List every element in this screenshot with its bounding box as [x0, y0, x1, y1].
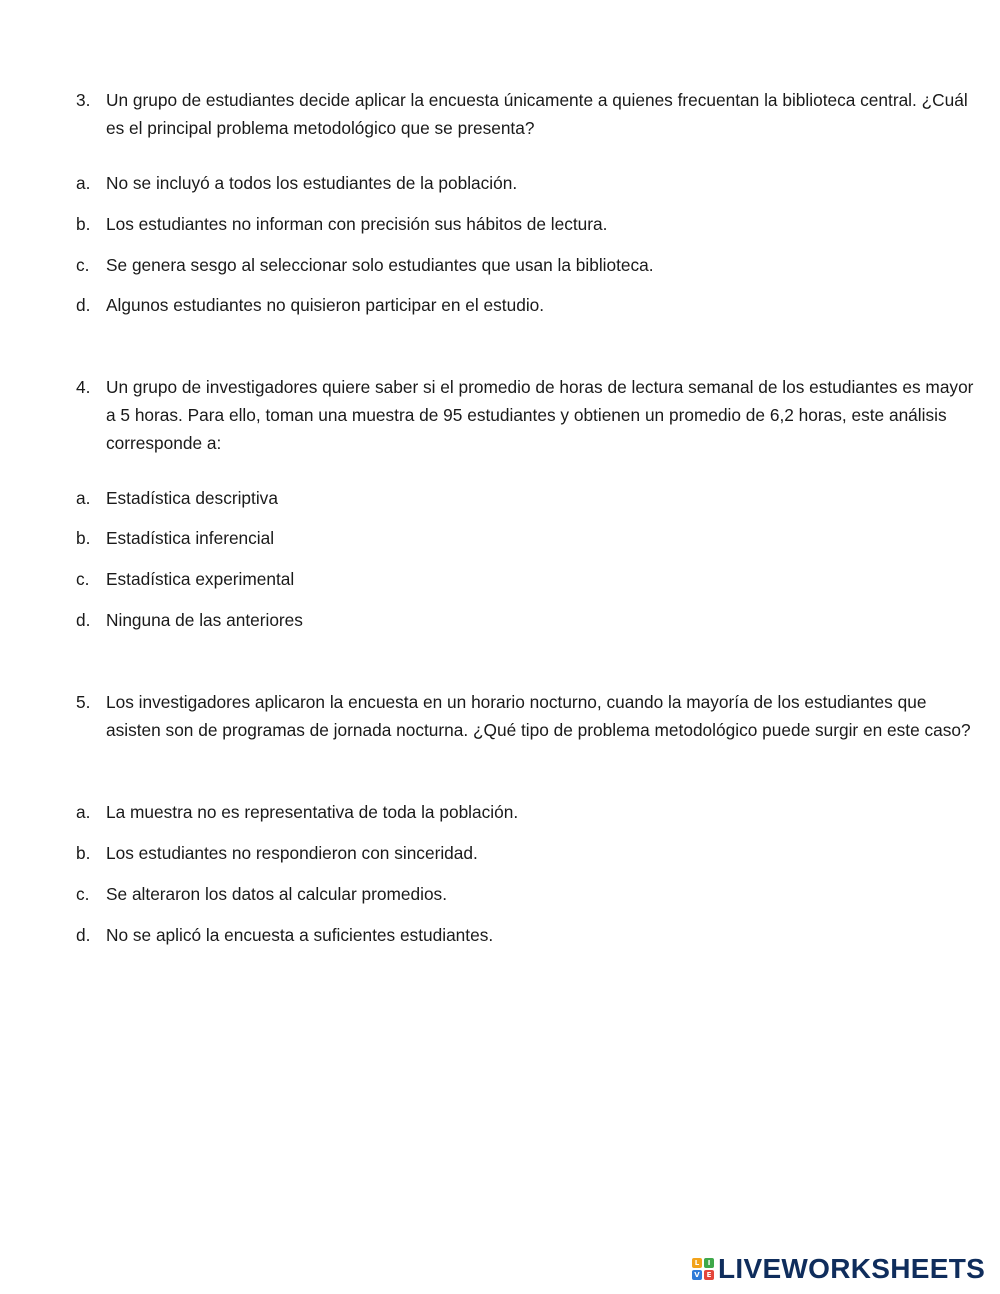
question-text: Un grupo de investigadores quiere saber si el promedio de horas de lectura semanal de los estudiantes es mayor a 5 horas. Para ello, toman una muestra de 95 estudiantes y obtienen un promedio de 6,2 horas, este análisis corresponde a: — [106, 377, 974, 453]
logo-mark-tile: L — [692, 1258, 702, 1268]
option-letter: b. — [76, 843, 91, 863]
question-text: Un grupo de estudiantes decide aplicar la encuesta únicamente a quienes frecuentan la biblioteca central. ¿Cuál es el principal problema metodológico que se presenta? — [106, 90, 968, 138]
logo-mark-icon — [692, 1258, 714, 1280]
option-text: Se genera sesgo al seleccionar solo estudiantes que usan la biblioteca. — [106, 255, 654, 275]
option-3a[interactable] — [76, 171, 976, 195]
option-4a[interactable] — [76, 486, 976, 510]
option-3d[interactable] — [76, 293, 976, 317]
option-text: Estadística inferencial — [106, 528, 275, 548]
option-text: Los estudiantes no respondieron con sinceridad. — [106, 843, 478, 863]
question-4 — [76, 373, 976, 457]
option-letter: b. — [76, 528, 91, 548]
logo-mark-tile: V — [692, 1270, 702, 1280]
option-4d[interactable] — [76, 608, 976, 632]
option-letter: d. — [76, 610, 91, 630]
option-letter: b. — [76, 214, 91, 234]
option-text: No se aplicó la encuesta a suficientes estudiantes. — [106, 925, 494, 945]
option-letter: a. — [76, 488, 91, 508]
option-text: No se incluyó a todos los estudiantes de la población. — [106, 173, 518, 193]
option-letter: d. — [76, 295, 91, 315]
question-number: 4. — [76, 377, 91, 397]
question-3 — [76, 86, 976, 142]
option-3b[interactable] — [76, 212, 976, 236]
option-5a[interactable] — [76, 800, 976, 824]
logo-mark-tile: E — [704, 1270, 714, 1280]
option-letter: c. — [76, 569, 90, 589]
option-text: Los estudiantes no informan con precisión sus hábitos de lectura. — [106, 214, 608, 234]
option-text: Estadística experimental — [106, 569, 295, 589]
option-4c[interactable] — [76, 567, 976, 591]
question-5 — [76, 688, 976, 744]
option-5c[interactable] — [76, 882, 976, 906]
option-letter: c. — [76, 255, 90, 275]
option-letter: c. — [76, 884, 90, 904]
logo-text: LIVEWORKSHEETS — [718, 1253, 986, 1284]
question-number: 5. — [76, 692, 91, 712]
question-text: Los investigadores aplicaron la encuesta en un horario nocturno, cuando la mayoría de los estudiantes que asisten son de programas de jornada nocturna. ¿Qué tipo de problema metodológico puede surgir en este caso? — [106, 692, 971, 740]
option-text: La muestra no es representativa de toda la población. — [106, 802, 519, 822]
liveworksheets-logo[interactable] — [692, 1254, 985, 1284]
logo-mark-tile: I — [704, 1258, 714, 1268]
option-text: Ninguna de las anteriores — [106, 610, 303, 630]
option-text: Estadística descriptiva — [106, 488, 278, 508]
option-5b[interactable] — [76, 841, 976, 865]
question-number: 3. — [76, 90, 91, 110]
option-letter: d. — [76, 925, 91, 945]
option-letter: a. — [76, 802, 91, 822]
option-4b[interactable] — [76, 526, 976, 550]
option-text: Algunos estudiantes no quisieron participar en el estudio. — [106, 295, 545, 315]
option-3c[interactable] — [76, 253, 976, 277]
option-text: Se alteraron los datos al calcular promedios. — [106, 884, 448, 904]
option-letter: a. — [76, 173, 91, 193]
option-5d[interactable] — [76, 923, 976, 947]
